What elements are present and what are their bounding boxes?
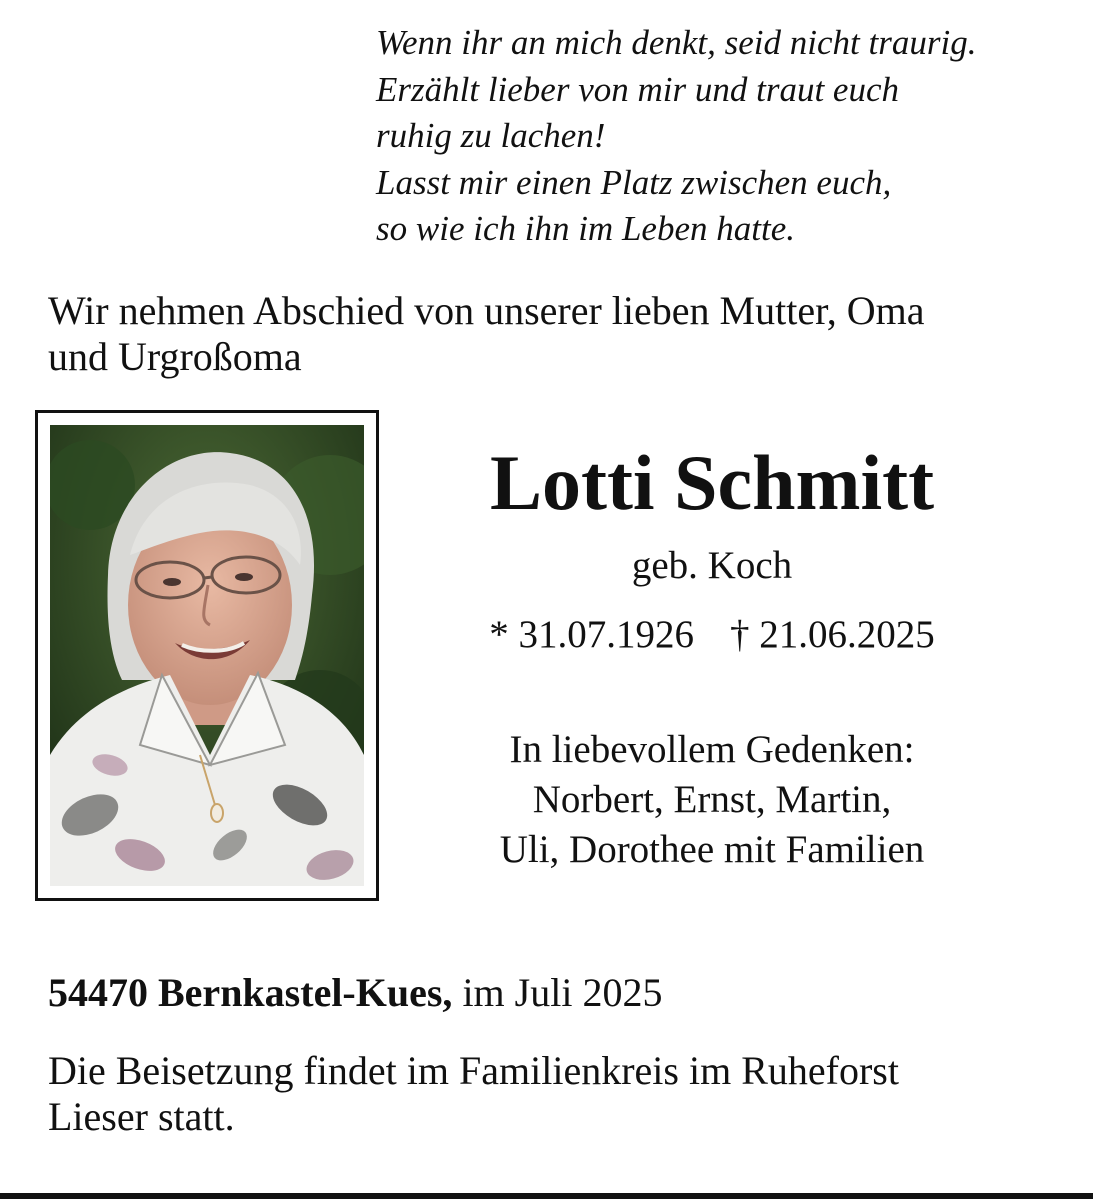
farewell-intro <box>48 288 1058 380</box>
burial-line: Die Beisetzung findet im Familienkreis im Ruheforst <box>48 1048 899 1093</box>
burial-line: Lieser statt. <box>48 1094 235 1139</box>
poem-line: Erzählt lieber von mir und traut euch <box>376 69 900 109</box>
place-date <box>48 970 1048 1016</box>
place-month: im Juli 2025 <box>462 970 663 1015</box>
poem-line: so wie ich ihn im Leben hatte. <box>376 209 795 248</box>
burial-notice <box>48 1048 1048 1140</box>
poem-line: Lasst mir einen Platz zwischen euch, <box>376 162 892 202</box>
poem-line: Wenn ihr an mich denkt, seid nicht traurig. <box>376 23 977 62</box>
bottom-divider <box>0 1193 1093 1199</box>
remembrance-line: Uli, Dorothee mit Familien <box>499 828 925 871</box>
photo-frame <box>35 410 379 901</box>
poem <box>376 20 1076 253</box>
portrait-photo <box>50 425 364 886</box>
intro-line: Wir nehmen Abschied von unserer lieben Mutter, Oma <box>48 288 925 333</box>
birth-date: * 31.07.1926 <box>489 613 694 656</box>
deceased-name: Lotti Schmitt <box>489 439 935 526</box>
remembrance-line: Norbert, Ernst, Martin, <box>532 778 892 821</box>
remembrance-line: In liebevollem Gedenken: <box>509 728 915 771</box>
death-date: † 21.06.2025 <box>730 613 935 656</box>
birth-name: geb. Koch <box>631 544 793 587</box>
life-dates <box>412 612 1012 658</box>
poem-line: ruhig zu lachen! <box>376 116 606 155</box>
place-town: 54470 Bernkastel-Kues, <box>48 970 453 1015</box>
intro-line: und Urgroßoma <box>48 334 302 379</box>
remembrance <box>412 725 1012 875</box>
portrait-illustration <box>50 425 364 886</box>
